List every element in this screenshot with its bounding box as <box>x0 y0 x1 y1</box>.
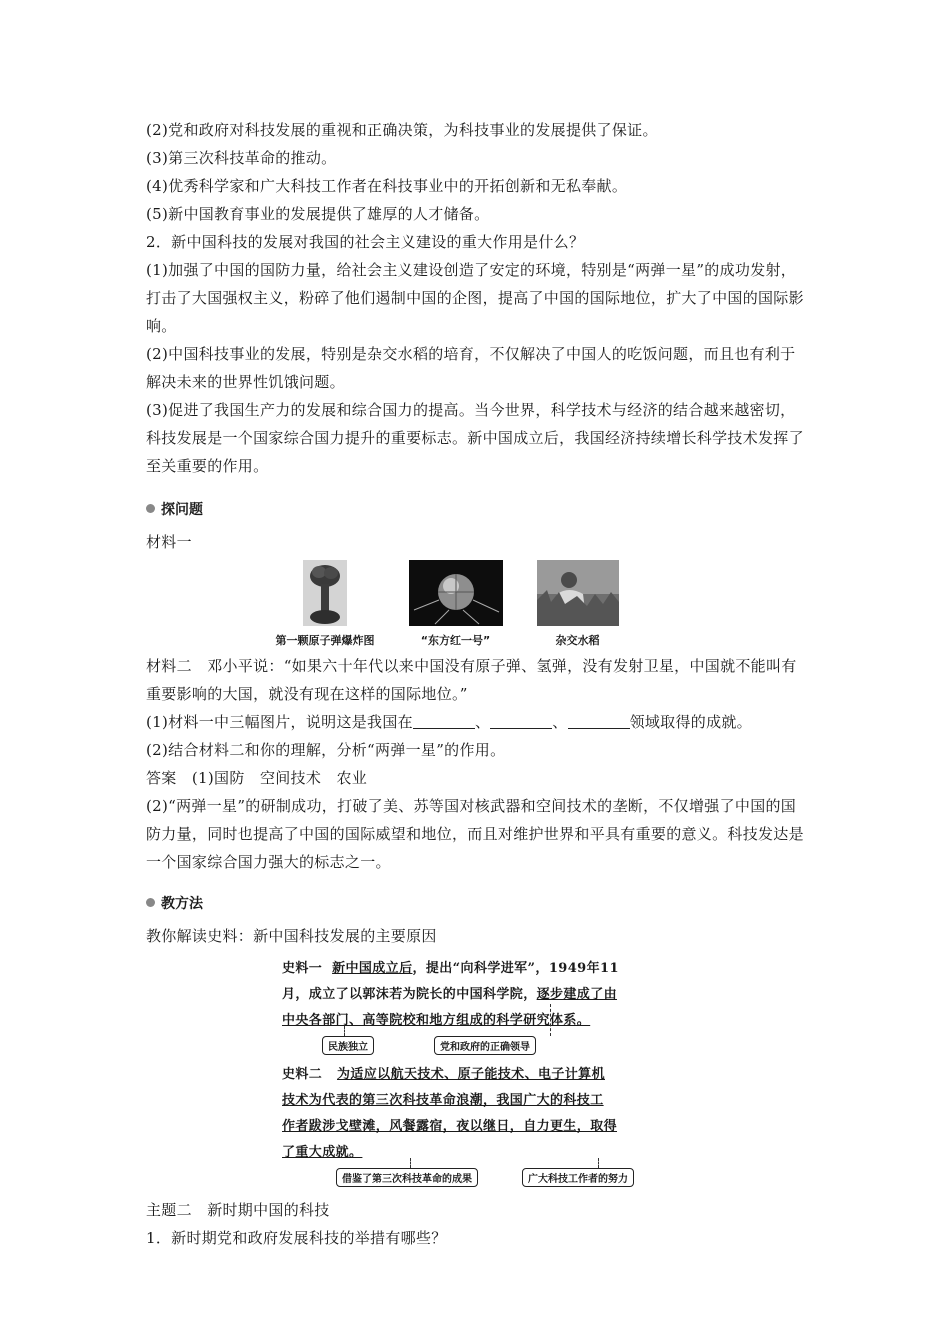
highlighted-phrase: 新中国成立后 <box>332 961 413 976</box>
connector-line <box>550 1004 551 1036</box>
section-heading-label: 探问题 <box>161 502 203 518</box>
source-1-line <box>282 982 682 1008</box>
source-2-tags <box>282 1166 682 1190</box>
section-heading-explore <box>146 498 810 522</box>
answer-2: (2)“两弹一星”的研制成功，打破了美、苏等国对核武器和空间技术的垄断，不仅增强了中国的国防力量，同时也提高了中国的国际威望和地位，而且对维护世界和平具有重要的意义。科技发达是一个国家综合国力强大的标志之一。 <box>146 797 804 871</box>
source-2-label: 史料二 <box>282 1067 323 1082</box>
answer-blank[interactable] <box>490 712 552 729</box>
paragraph: (5)新中国教育事业的发展提供了雄厚的人才储备。 <box>146 205 490 223</box>
bullet-dot-icon <box>146 504 155 513</box>
question-1-prefix: (1)材料一中三幅图片，说明这是我国在 <box>146 713 413 731</box>
connector-line <box>598 1158 599 1168</box>
source-text: ，提出“向科学进军”，1949年11 <box>412 961 619 976</box>
question-1-suffix: 领域取得的成就。 <box>629 713 752 731</box>
material-one-label: 材料一 <box>146 533 192 551</box>
question-1 <box>146 708 810 736</box>
question-heading: 1．新时期党和政府发展科技的举措有哪些？ <box>146 1229 447 1247</box>
figure-atomic-bomb <box>276 560 375 648</box>
topic-heading: 主题二 新时期中国的科技 <box>146 1201 330 1219</box>
figure-caption: 杂交水稻 <box>555 634 600 647</box>
figure-caption: “东方红一号” <box>420 634 491 647</box>
source-1-label: 史料一 <box>282 961 323 976</box>
figure-satellite <box>409 560 503 648</box>
source-1-tags <box>282 1034 682 1058</box>
highlighted-phrase: 作者跋涉戈壁滩，风餐露宿，夜以继日，自力更生，取得 <box>282 1119 618 1134</box>
highlighted-phrase: 技术为代表的第三次科技革命浪潮，我国广大的科技工 <box>282 1093 604 1108</box>
connector-line <box>344 1026 345 1036</box>
annotation-tag: 广大科技工作者的努力 <box>522 1168 634 1187</box>
annotation-tag: 党和政府的正确领导 <box>434 1036 536 1055</box>
material-two: 材料二 邓小平说：“如果六十年代以来中国没有原子弹、氢弹，没有发射卫星，中国就不能叫有重要影响的大国，就没有现在这样的国际地位。” <box>146 657 797 703</box>
mushroom-cloud-image <box>303 560 347 626</box>
highlighted-phrase: 中央各部门、高等院校和地方组成的科学研究体系。 <box>282 1013 591 1028</box>
figure-hybrid-rice <box>537 560 619 648</box>
connector-line <box>410 1158 411 1168</box>
figure-caption: 第一颗原子弹爆炸图 <box>275 634 375 647</box>
section-heading-method <box>146 892 810 916</box>
question-1-separator: 、 <box>552 713 568 731</box>
section-heading-label: 教方法 <box>161 896 203 912</box>
document-content <box>146 116 810 1252</box>
highlighted-phrase: 逐步建成了由 <box>536 987 618 1002</box>
highlighted-phrase: 为适应以航天技术、原子能技术、电子计算机 <box>336 1067 605 1082</box>
paragraph: (3)第三次科技革命的推动。 <box>146 149 337 167</box>
source-2-line <box>282 1114 682 1140</box>
paragraph: (4)优秀科学家和广大科技工作者在科技事业中的开拓创新和无私奉献。 <box>146 177 628 195</box>
source-2-line <box>282 1088 682 1114</box>
bullet-dot-icon <box>146 898 155 907</box>
figure-row <box>146 560 662 648</box>
source-1-line <box>282 1008 682 1034</box>
answer-blank[interactable] <box>413 712 475 729</box>
source-2-line <box>282 1062 682 1088</box>
rice-field-image <box>537 560 619 626</box>
paragraph: (1)加强了中国的国防力量，给社会主义建设创造了安定的环境，特别是“两弹一星”的成功发射，打击了大国强权主义，粉碎了他们遏制中国的企图，提高了中国的国际地位，扩大了中国的国际影响。 <box>146 261 804 335</box>
satellite-image <box>409 560 503 626</box>
answer-1: 答案 (1)国防 空间技术 农业 <box>146 769 368 787</box>
paragraph: (2)中国科技事业的发展，特别是杂交水稻的培育，不仅解决了中国人的吃饭问题，而且也有利于解决未来的世界性饥饿问题。 <box>146 345 796 391</box>
question-1-separator: 、 <box>474 713 491 731</box>
question-2: (2)结合材料二和你的理解，分析“两弹一星”的作用。 <box>146 741 506 759</box>
method-intro: 教你解读史料：新中国科技发展的主要原因 <box>146 927 437 945</box>
source-text: 月，成立了以郭沫若为院长的中国科学院， <box>282 987 537 1002</box>
source-analysis-diagram <box>282 956 682 1190</box>
source-2-line <box>282 1140 682 1166</box>
annotation-tag: 借鉴了第三次科技革命的成果 <box>336 1168 478 1187</box>
question-heading: 2．新中国科技的发展对我国的社会主义建设的重大作用是什么？ <box>146 233 585 251</box>
paragraph: (2)党和政府对科技发展的重视和正确决策，为科技事业的发展提供了保证。 <box>146 121 658 139</box>
highlighted-phrase: 了重大成就。 <box>282 1145 363 1160</box>
paragraph: (3)促进了我国生产力的发展和综合国力的提高。当今世界，科学技术与经济的结合越来越密切，科技发展是一个国家综合国力提升的重要标志。新中国成立后，我国经济持续增长科学技术发挥了至关重要的作用。 <box>146 401 804 475</box>
annotation-tag: 民族独立 <box>322 1036 374 1055</box>
source-1-line <box>282 956 682 982</box>
answer-blank[interactable] <box>568 712 630 729</box>
